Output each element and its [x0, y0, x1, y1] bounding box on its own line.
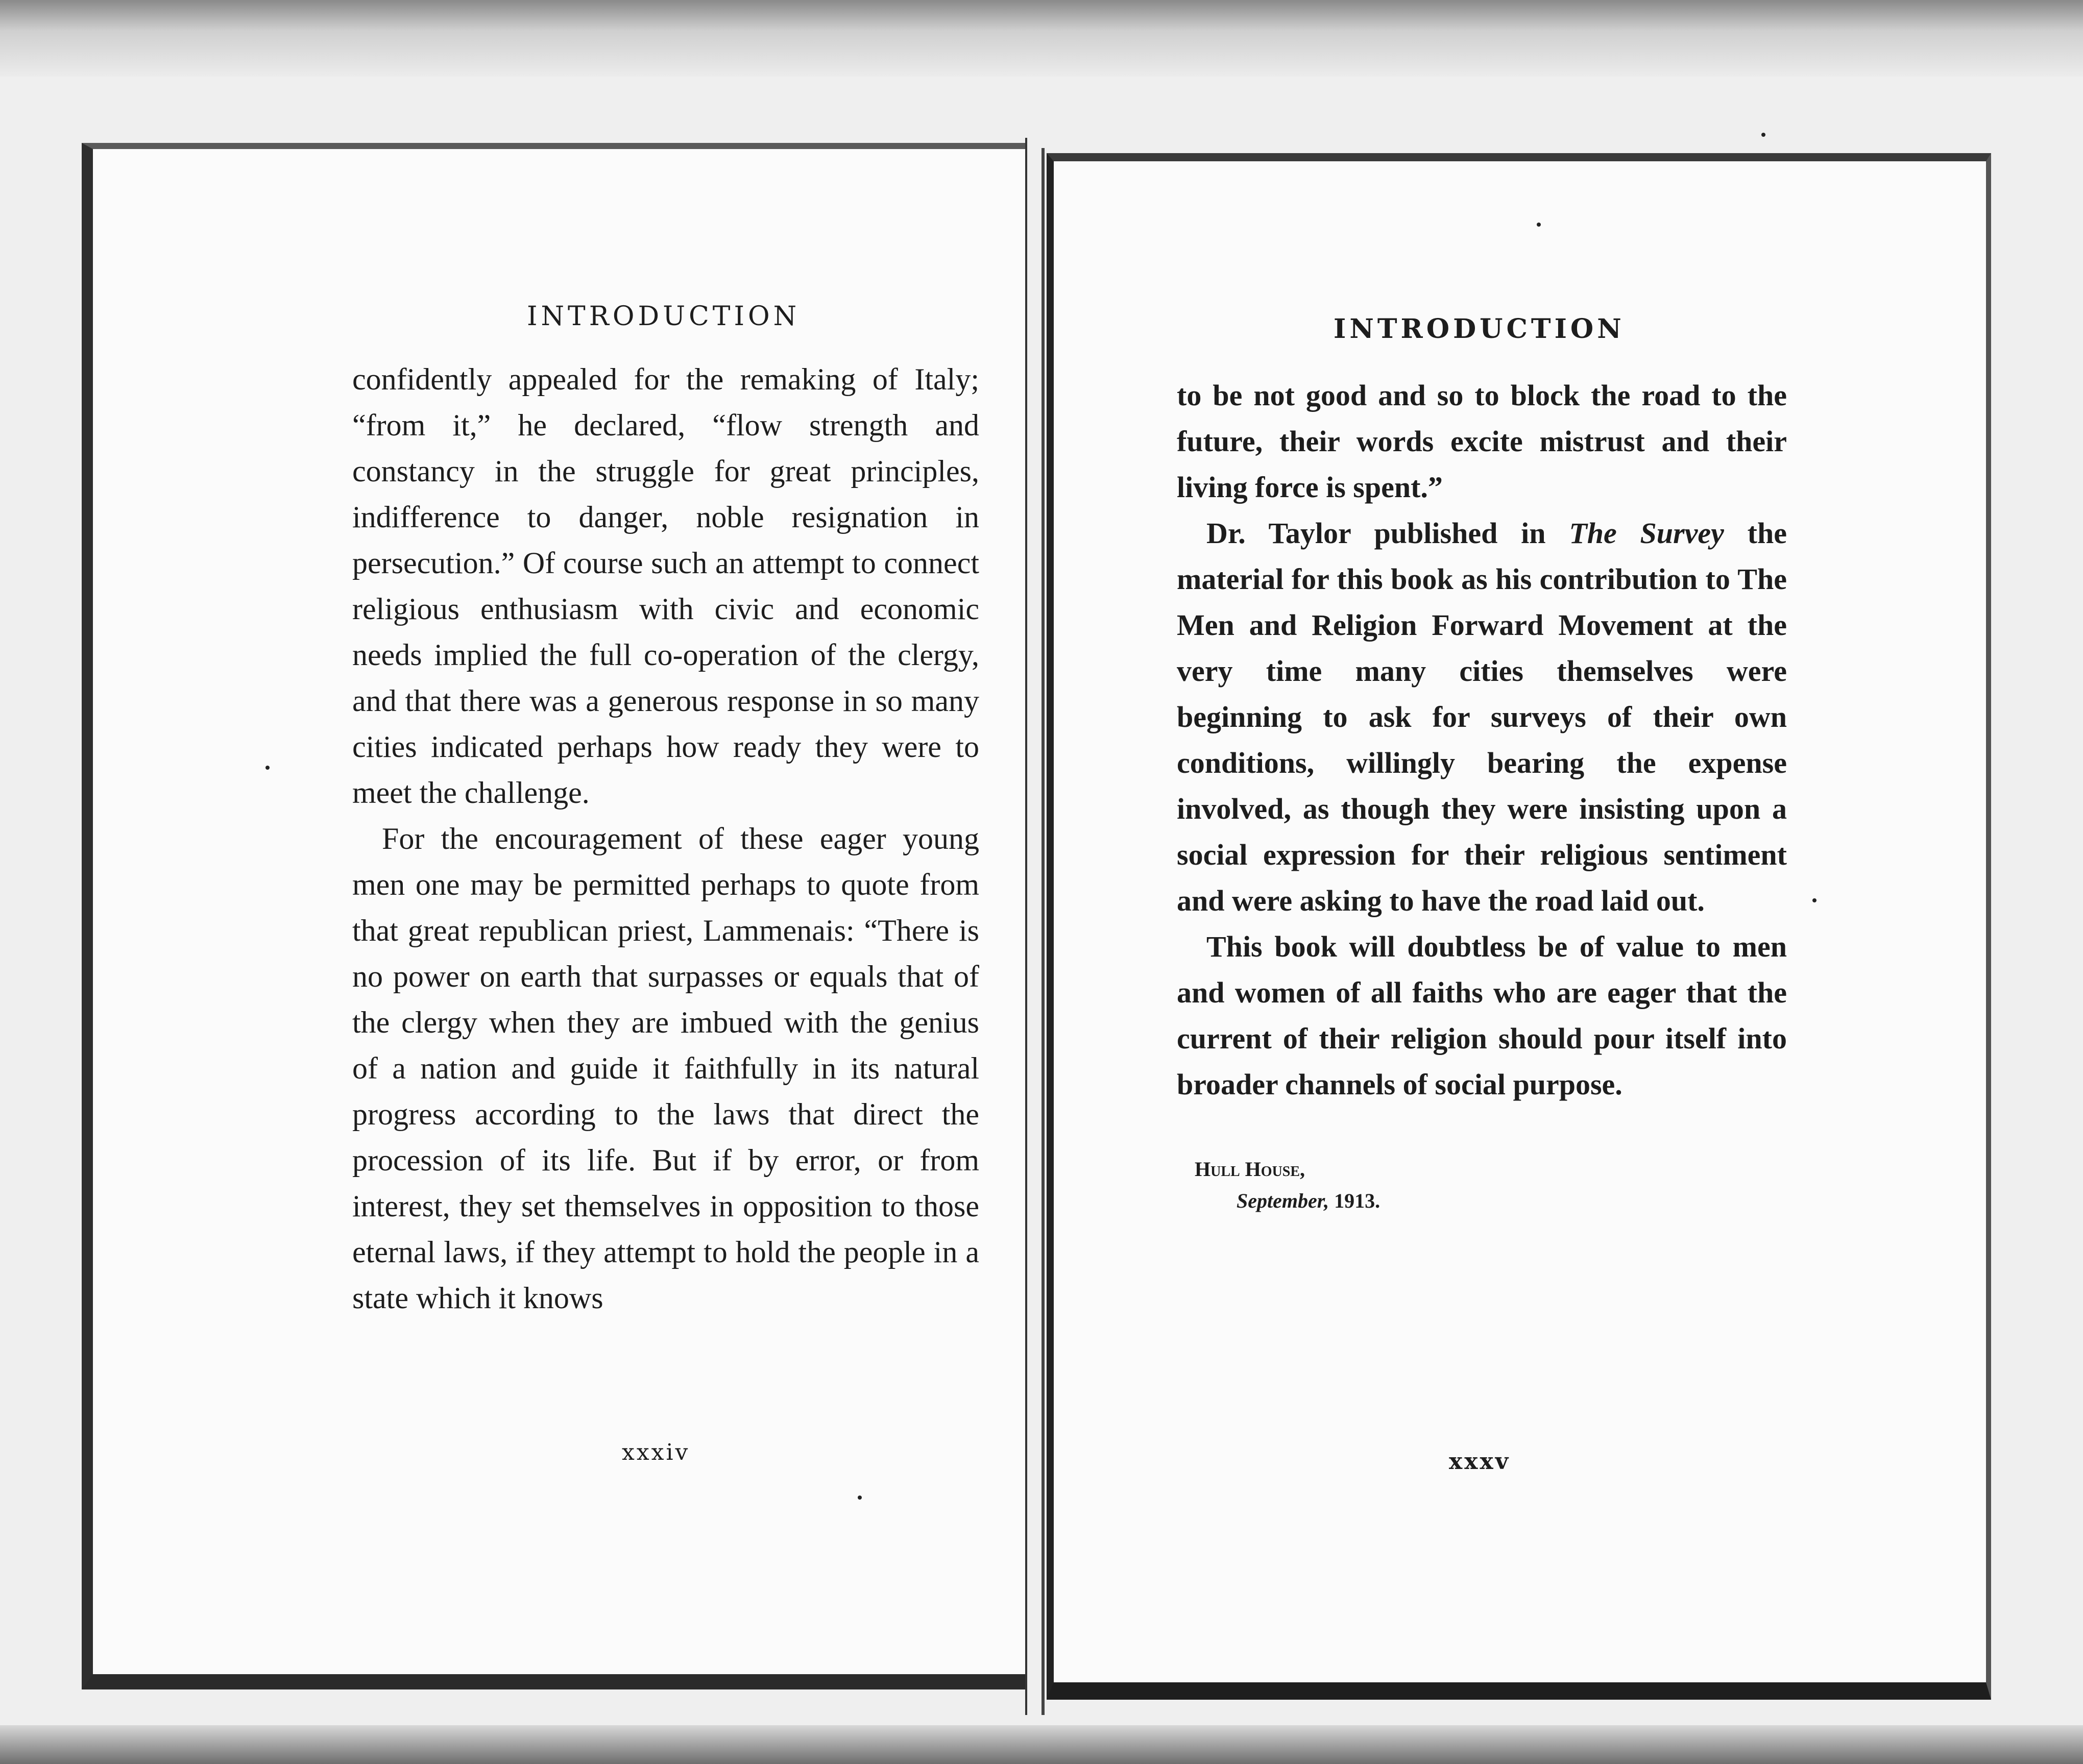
right-page-body — [1177, 373, 1787, 1108]
left-paragraph: For the encouragement of these eager young men one may be permitted perhaps to quote from that great republican priest, Lammenais: “There is no power on earth that surpasses or equals that of the clergy when they are imbued with the genius of a nation and guide it faithfully in its natural progress according to the laws that direct the procession of its life. But if by error, or from interest, they set themselves in opposition to those eternal laws, if they attempt to hold the people in a state which it knows — [352, 822, 979, 1315]
scan-speck — [1761, 133, 1765, 137]
right-page-number: xxxv — [1449, 1449, 1511, 1475]
left-paragraph: confidently appealed for the remaking of Italy; “from it,” he declared, “flow strength and constancy in the struggle for great principles, indifference to danger, noble resignation in persecution.” Of course such an attempt to connect religious enthusiasm with civic and economic needs implied the full co-operation of the clergy, and that there was a generous response in so many cities indicated perhaps how ready they were to meet the challenge. — [352, 362, 979, 810]
right-paragraph-part: Dr. Taylor published in — [1206, 517, 1569, 550]
scan-bottom-edge — [0, 1725, 2083, 1764]
signature-month: September, — [1237, 1189, 1329, 1212]
scan-top-edge — [0, 0, 2083, 77]
signature-place: Hull House, — [1195, 1158, 1305, 1181]
right-paragraph: This book will doubtless be of value to men and women of all faiths who are eager that the current of their religion should pour itself into broader channels of social purpose. — [1177, 930, 1787, 1101]
right-paragraph-part: the material for this book as his contribution to The Men and Religion Forward Movement at the very time many cities themselves were beginning to ask for surveys of their own conditions, willingly bearing the expense involved, as though they were insisting upon a social expression for their religious sentiment and were asking to have the road laid out. — [1177, 517, 1787, 917]
left-page-body — [352, 356, 979, 1321]
scan-speck — [858, 1496, 862, 1500]
signature-block — [1195, 1154, 1380, 1217]
scan-speck — [1812, 898, 1816, 902]
left-page-number: xxxiv — [622, 1439, 690, 1465]
scan-speck — [1537, 223, 1541, 227]
signature-date — [1195, 1185, 1380, 1217]
left-running-header: INTRODUCTION — [527, 301, 801, 332]
right-paragraph-survey — [1177, 510, 1787, 924]
book-gutter-shadow — [1042, 148, 1045, 1715]
publication-title: The Survey — [1569, 517, 1724, 550]
right-running-header: INTRODUCTION — [1334, 313, 1625, 345]
book-gutter — [1025, 138, 1027, 1715]
right-paragraph: to be not good and so to block the road to the future, their words excite mistrust and their living force is spent.” — [1177, 379, 1787, 504]
scan-speck — [265, 766, 270, 770]
signature-year: 1913. — [1334, 1189, 1380, 1212]
